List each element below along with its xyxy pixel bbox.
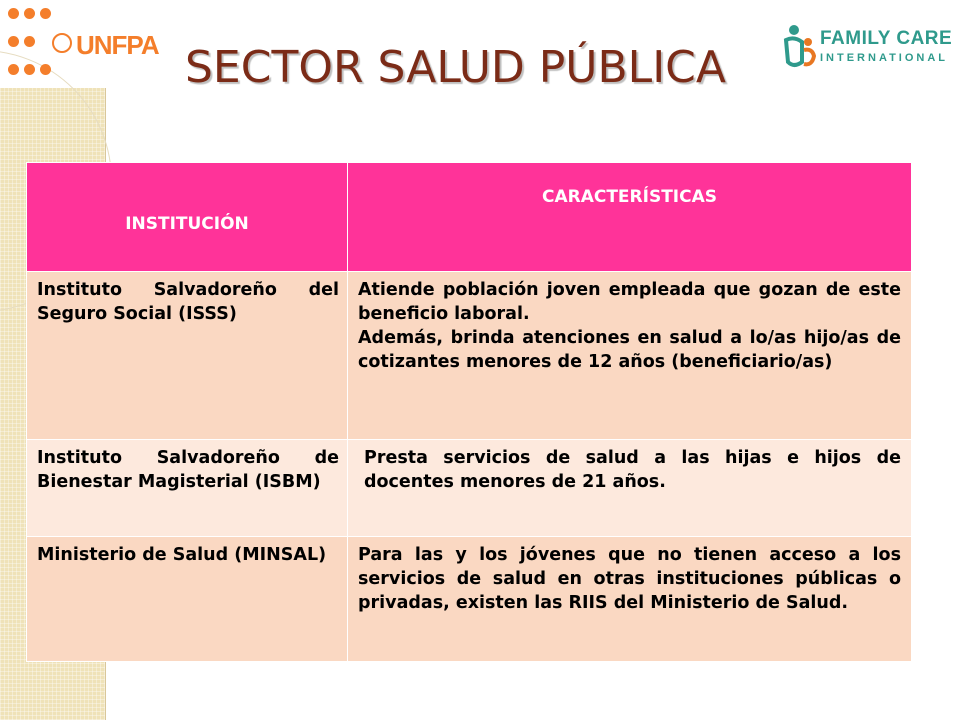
institution-cell: Instituto Salvadoreño de Bienestar Magisterial (ISBM) (27, 440, 348, 537)
page-title: SECTOR SALUD PÚBLICA (185, 42, 726, 93)
unfpa-logo-text: UNFPA (76, 30, 159, 60)
characteristics-text: Para las y los jóvenes que no tienen acceso a los servicios de salud en otras instituciones públicas o privadas, existen las RIIS del Ministerio de Salud. (358, 545, 901, 613)
table-header-row (27, 163, 912, 272)
unfpa-logo (8, 6, 159, 76)
characteristics-text: Además, brinda atenciones en salud a lo/as hijo/as de cotizantes menores de 12 años (beneficiario/as) (358, 328, 901, 372)
header-caracteristicas: CARACTERÍSTICAS (348, 163, 912, 272)
header-institucion: INSTITUCIÓN (27, 163, 348, 272)
institutions-table (26, 162, 912, 662)
table-row (27, 537, 912, 662)
unfpa-dots-icon (8, 6, 54, 76)
characteristics-cell (348, 537, 912, 662)
family-care-logo (782, 22, 957, 82)
characteristics-text: Presta servicios de salud a las hijas e hijos de docentes menores de 21 años. (364, 448, 901, 492)
institution-cell: Instituto Salvadoreño del Seguro Social (ISSS) (27, 272, 348, 440)
family-care-icon (782, 22, 818, 72)
characteristics-cell (348, 440, 912, 537)
family-care-logo-subtext: INTERNATIONAL (820, 52, 949, 64)
characteristics-cell (348, 272, 912, 440)
un-emblem-icon (52, 33, 72, 53)
table-row (27, 440, 912, 537)
table-row (27, 272, 912, 440)
characteristics-text: Atiende población joven empleada que gozan de este beneficio laboral. (358, 280, 901, 324)
institution-cell: Ministerio de Salud (MINSAL) (27, 537, 348, 662)
family-care-logo-text: FAMILY CARE (820, 28, 953, 49)
